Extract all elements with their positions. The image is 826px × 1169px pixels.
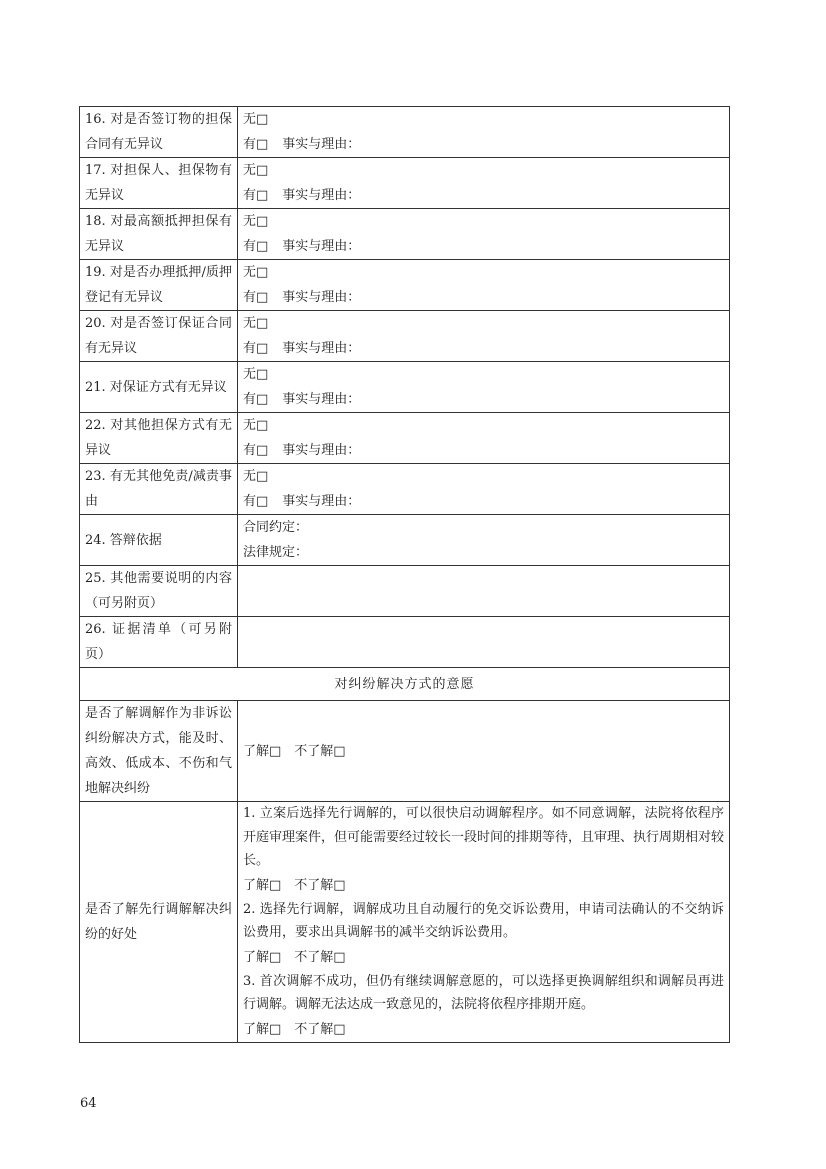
question-cell: 20. 对是否签订保证合同有无异议	[80, 311, 238, 362]
question-cell: 22. 对其他担保方式有无异议	[80, 413, 238, 464]
reason-label: 事实与理由：	[282, 392, 361, 407]
question-cell: 17. 对担保人、担保物有无异议	[80, 158, 238, 209]
has-objection-checkbox[interactable]: 有□	[243, 188, 269, 203]
defense-form-table	[79, 106, 730, 1043]
reason-label: 事实与理由：	[282, 290, 361, 305]
answer-cell	[238, 362, 730, 413]
no-objection-checkbox[interactable]: 无□	[243, 112, 269, 127]
form-row-25	[80, 566, 730, 617]
no-objection-checkbox[interactable]: 无□	[243, 469, 269, 484]
form-row	[80, 107, 730, 158]
answer-cell	[238, 107, 730, 158]
section-header-row	[80, 668, 730, 701]
has-objection-line	[243, 132, 724, 157]
answer-cell	[238, 260, 730, 311]
benefit-paragraph-2: 2. 选择先行调解，调解成功且自动履行的免交诉讼费用，申请司法确认的不交纳诉讼费用，要求出具调解书的减半交纳诉讼费用。	[243, 901, 724, 940]
benefit-paragraph-3: 3. 首次调解不成功，但仍有继续调解意愿的，可以选择更换调解组织和调解员再进行调解。调解无法达成一致意见的，法院将依程序排期开庭。	[243, 973, 724, 1012]
has-objection-line	[243, 234, 724, 259]
question-cell: 18. 对最高额抵押担保有无异议	[80, 209, 238, 260]
no-objection-checkbox[interactable]: 无□	[243, 418, 269, 433]
premediation-benefits-row	[80, 802, 730, 1043]
no-objection-checkbox[interactable]: 无□	[243, 214, 269, 229]
has-objection-line	[243, 438, 724, 463]
no-objection-checkbox[interactable]: 无□	[243, 367, 269, 382]
section-title: 对纠纷解决方式的意愿	[80, 668, 730, 701]
form-row	[80, 362, 730, 413]
question-cell: 24. 答辩依据	[80, 515, 238, 566]
has-objection-checkbox[interactable]: 有□	[243, 137, 269, 152]
no-objection-checkbox[interactable]: 无□	[243, 265, 269, 280]
has-objection-line	[243, 285, 724, 310]
benefit-1-checkboxes[interactable]: 了解□ 不了解□	[243, 877, 346, 893]
no-objection-checkbox[interactable]: 无□	[243, 316, 269, 331]
question-cell: 是否了解先行调解解决纠纷的好处	[80, 802, 238, 1043]
has-objection-line	[243, 387, 724, 412]
legal-basis-field[interactable]: 法律规定：	[243, 545, 309, 560]
question-cell: 是否了解调解作为非诉讼纠纷解决方式，能及时、高效、低成本、不伤和气地解决纠纷	[80, 701, 238, 802]
form-row	[80, 311, 730, 362]
evidence-list-field[interactable]	[238, 617, 730, 668]
has-objection-checkbox[interactable]: 有□	[243, 341, 269, 356]
contract-basis-field[interactable]: 合同约定：	[243, 520, 309, 535]
question-cell: 26. 证据清单（可另附页）	[80, 617, 238, 668]
form-row	[80, 413, 730, 464]
reason-label: 事实与理由：	[282, 494, 361, 509]
question-cell: 25. 其他需要说明的内容（可另附页）	[80, 566, 238, 617]
question-cell: 19. 对是否办理抵押/质押登记有无异议	[80, 260, 238, 311]
form-row-26	[80, 617, 730, 668]
benefit-3-checkboxes[interactable]: 了解□ 不了解□	[243, 1021, 346, 1037]
answer-cell	[238, 464, 730, 515]
mediation-awareness-row	[80, 701, 730, 802]
form-row-24	[80, 515, 730, 566]
answer-cell	[238, 413, 730, 464]
question-cell: 21. 对保证方式有无异议	[80, 362, 238, 413]
question-cell: 16. 对是否签订物的担保合同有无异议	[80, 107, 238, 158]
reason-label: 事实与理由：	[282, 137, 361, 152]
has-objection-line	[243, 183, 724, 208]
benefit-paragraph-1: 1. 立案后选择先行调解的，可以很快启动调解程序。如不同意调解，法院将依程序开庭审理案件，但可能需要经过较长一段时间的排期等待，且审理、执行周期相对较长。	[243, 806, 725, 868]
answer-cell	[238, 311, 730, 362]
reason-label: 事实与理由：	[282, 341, 361, 356]
answer-cell	[238, 209, 730, 260]
benefit-2-checkboxes[interactable]: 了解□ 不了解□	[243, 949, 346, 965]
has-objection-line	[243, 489, 724, 514]
has-objection-checkbox[interactable]: 有□	[243, 239, 269, 254]
form-row	[80, 209, 730, 260]
answer-cell	[238, 802, 730, 1043]
has-objection-checkbox[interactable]: 有□	[243, 443, 269, 458]
has-objection-checkbox[interactable]: 有□	[243, 290, 269, 305]
other-info-field[interactable]	[238, 566, 730, 617]
form-row	[80, 158, 730, 209]
has-objection-checkbox[interactable]: 有□	[243, 392, 269, 407]
reason-label: 事实与理由：	[282, 188, 361, 203]
answer-cell	[238, 515, 730, 566]
answer-cell	[238, 158, 730, 209]
no-objection-checkbox[interactable]: 无□	[243, 163, 269, 178]
has-objection-checkbox[interactable]: 有□	[243, 494, 269, 509]
form-row	[80, 464, 730, 515]
form-row	[80, 260, 730, 311]
mediation-awareness-checkboxes[interactable]: 了解□ 不了解□	[238, 701, 730, 802]
has-objection-line	[243, 336, 724, 361]
page-number: 64	[80, 1096, 97, 1111]
reason-label: 事实与理由：	[282, 443, 361, 458]
question-cell: 23. 有无其他免责/减责事由	[80, 464, 238, 515]
reason-label: 事实与理由：	[282, 239, 361, 254]
